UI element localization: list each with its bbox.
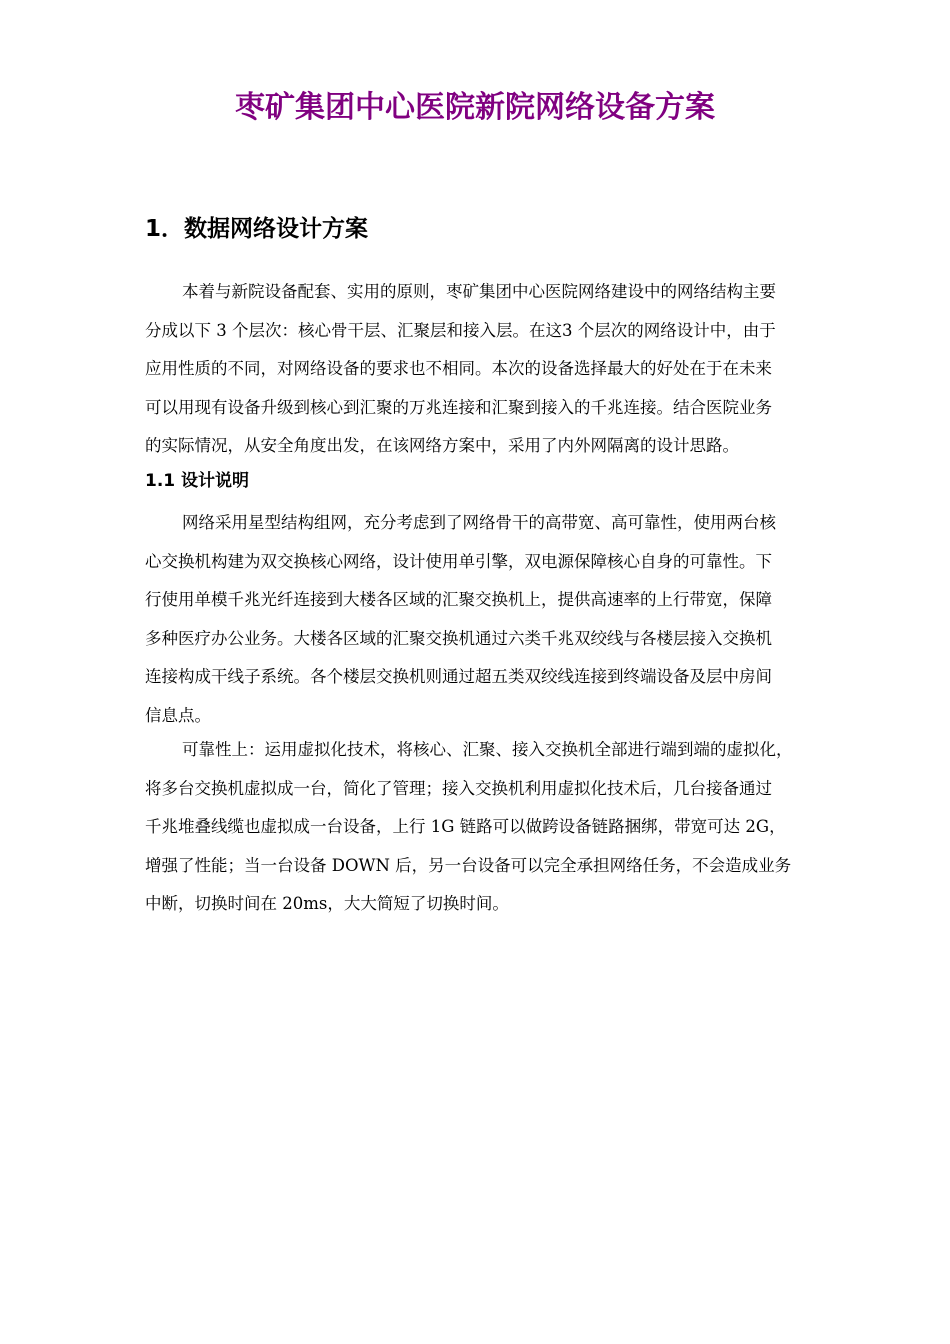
text-line: 心交换机构建为双交换核心网络，设计使用单引擎，双电源保障核心自身的可靠性。下 <box>145 551 772 571</box>
text-line: 本着与新院设备配套、实用的原则，枣矿集团中心医院网络建设中的网络结构主要 <box>182 282 776 301</box>
subsection-heading: 1.1 设计说明 <box>145 471 250 491</box>
text-line: 将多台交换机虚拟成一台，简化了管理；接入交换机利用虚拟化技术后，几台接备通过 <box>145 778 772 798</box>
text-line: 信息点。 <box>145 705 211 725</box>
paragraph-reliability <box>145 731 825 924</box>
document-title: 枣矿集团中心医院新院网络设备方案 <box>235 90 715 125</box>
text-line: 网络采用星型结构组网，充分考虑到了网络骨干的高带宽、高可靠性，使用两台核 <box>182 513 776 532</box>
paragraph-design-description <box>145 504 825 735</box>
text-line: 多种医疗办公业务。大楼各区域的汇聚交换机通过六类千兆双绞线与各楼层接入交换机 <box>145 628 772 648</box>
text-line: 分成以下 3 个层次：核心骨干层、汇聚层和接入层。在这3 个层次的网络设计中，由于 <box>145 320 776 340</box>
text-line: 中断，切换时间在 20ms，大大简短了切换时间。 <box>145 894 509 913</box>
text-line: 增强了性能；当一台设备 DOWN 后，另一台设备可以完全承担网络任务，不会造成业务 <box>145 855 792 875</box>
text-line: 应用性质的不同，对网络设备的要求也不相同。本次的设备选择最大的好处在于在未来 <box>145 359 772 378</box>
text-line: 可靠性上：运用虚拟化技术，将核心、汇聚、接入交换机全部进行端到端的虚拟化， <box>182 740 793 759</box>
paragraph-intro <box>145 273 825 466</box>
section-heading: 1．数据网络设计方案 <box>145 216 369 242</box>
text-line: 可以用现有设备升级到核心到汇聚的万兆连接和汇聚到接入的千兆连接。结合医院业务 <box>145 397 772 417</box>
text-line: 千兆堆叠线缆也虚拟成一台设备，上行 1G 链路可以做跨设备链路捆绑，带宽可达 2G， <box>145 817 786 836</box>
text-line: 的实际情况，从安全角度出发，在该网络方案中，采用了内外网隔离的设计思路。 <box>145 436 739 455</box>
text-line: 连接构成干线子系统。各个楼层交换机则通过超五类双绞线连接到终端设备及层中房间 <box>145 667 772 686</box>
text-line: 行使用单模千兆光纤连接到大楼各区域的汇聚交换机上，提供高速率的上行带宽，保障 <box>145 590 772 609</box>
